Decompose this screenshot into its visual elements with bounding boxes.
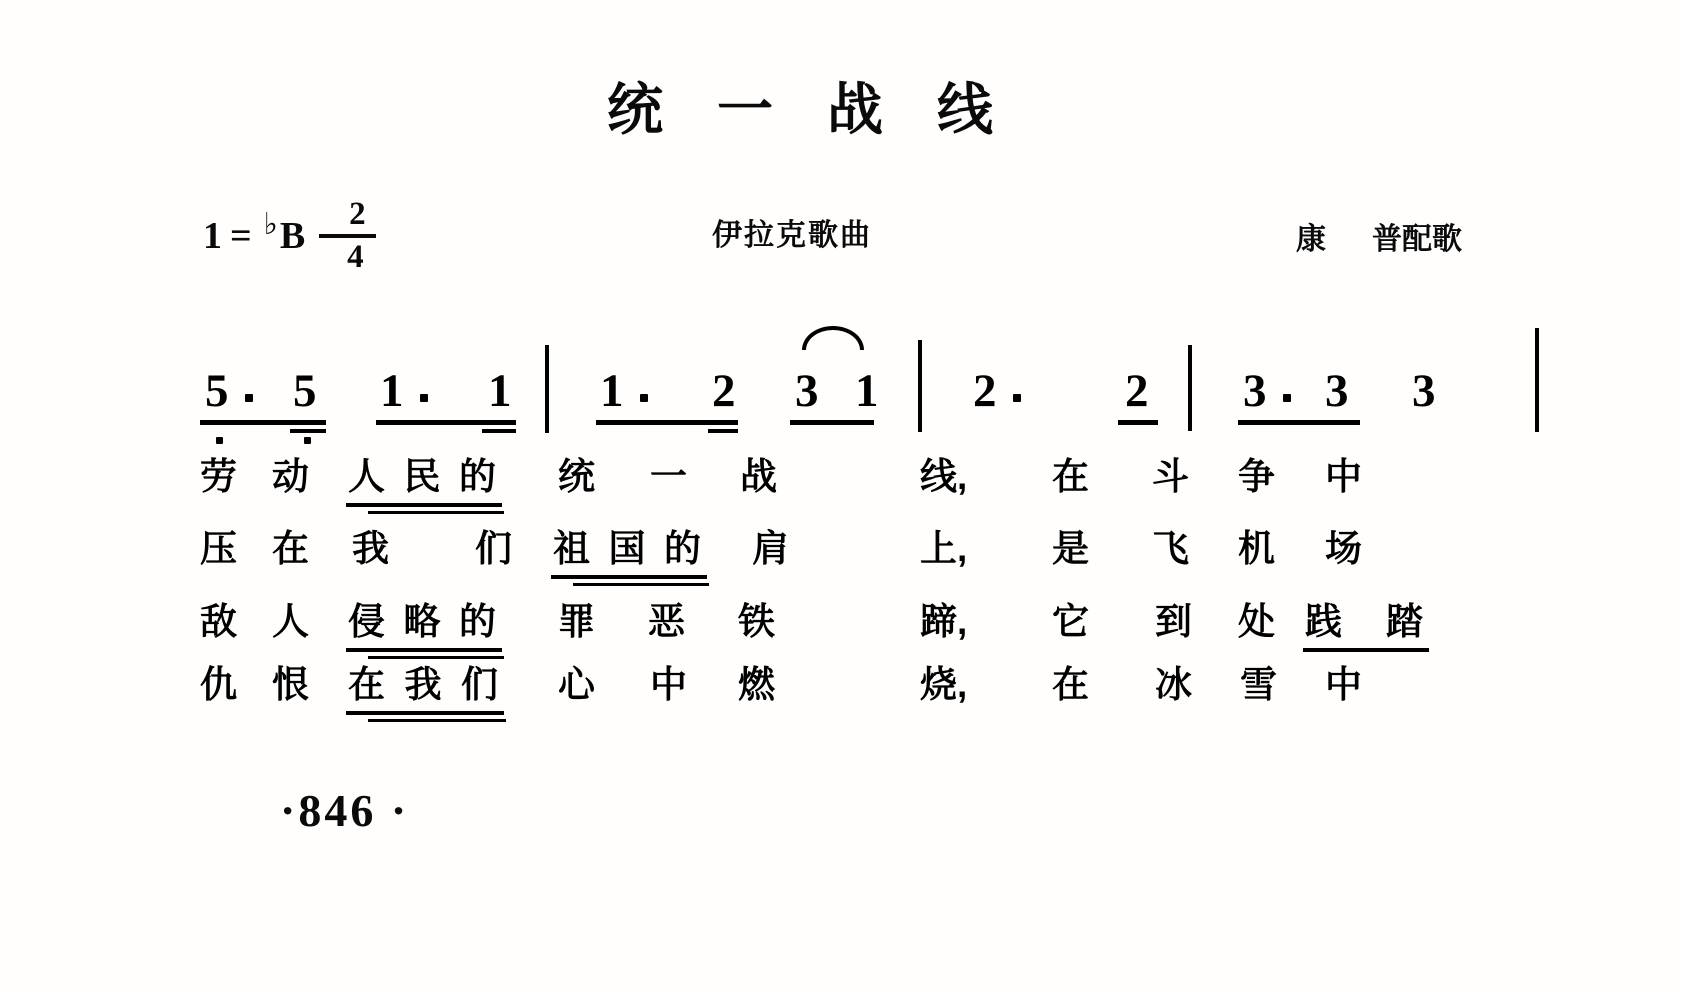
note-digit: 5 — [293, 365, 317, 417]
augmentation-dot — [1013, 394, 1021, 402]
note-digit: 3 — [795, 365, 819, 417]
lyric-cell: 恨 — [272, 664, 309, 705]
augmentation-dot — [1283, 394, 1291, 402]
augmentation-dot — [640, 394, 648, 402]
lyric-char: 的 — [459, 601, 496, 642]
lyricist-name: 康 — [1296, 223, 1326, 256]
lyric-cell: 心 — [558, 664, 595, 705]
lyric-cell: 是 — [1052, 528, 1089, 569]
lyric-cell: 烧, — [920, 664, 968, 705]
lyric-cell: 恶 — [648, 601, 685, 642]
key-equals: = — [230, 215, 252, 257]
lyric-cell: 场 — [1325, 528, 1362, 569]
lyric-cell: 在 — [1052, 664, 1089, 705]
lyric-underline-2 — [368, 656, 504, 659]
barline — [1188, 345, 1192, 431]
lyric-char: 略 — [403, 601, 441, 642]
lyricist-role: 普配歌 — [1372, 223, 1462, 256]
lyric-char: 践 — [1305, 601, 1342, 642]
lyric-char: 在 — [348, 664, 385, 705]
lyric-underline-2 — [368, 511, 504, 514]
beam-line — [1238, 420, 1360, 425]
note-digit: 2 — [1125, 365, 1149, 417]
source-credit: 伊拉克歌曲 — [712, 219, 872, 252]
lyric-char: 人 — [348, 456, 385, 497]
lyric-cell: 罪 — [558, 601, 595, 642]
beam-line — [1118, 420, 1158, 425]
note-digit: 1 — [855, 365, 879, 417]
lyric-char: 的 — [664, 528, 701, 569]
lyric-cell: 战 — [740, 456, 777, 497]
lyric-cell: 压 — [200, 528, 237, 569]
note-digit: 1 — [600, 365, 624, 417]
lyric-cell: 处 — [1238, 601, 1275, 642]
lyric-underline — [346, 711, 504, 715]
key-solfa: 1 — [203, 215, 222, 257]
beam-line — [376, 420, 516, 425]
slur-arc — [802, 326, 864, 350]
beam-line — [790, 420, 874, 425]
lyric-cell: 在 — [272, 528, 309, 569]
lyric-cell: 机 — [1238, 528, 1275, 569]
lyric-cell: 人 — [272, 601, 309, 642]
lyric-cell — [348, 663, 498, 707]
sixteenth-beam-line — [290, 429, 326, 433]
lyric-cell: 铁 — [738, 601, 775, 642]
lyric-char: 踏 — [1386, 601, 1423, 642]
note-digit: 3 — [1412, 365, 1436, 417]
lyric-cell: 冰 — [1155, 664, 1192, 705]
lyric-underline-2 — [573, 583, 709, 586]
lyric-char: 的 — [459, 456, 496, 497]
time-signature-denominator: 4 — [347, 239, 364, 275]
sixteenth-beam-line — [708, 429, 738, 433]
lyric-cell: 中 — [1325, 456, 1362, 497]
augmentation-dot — [420, 394, 428, 402]
lyric-cell: 蹄, — [920, 601, 968, 642]
lyric-cell: 它 — [1052, 601, 1089, 642]
lyric-cell: 动 — [272, 456, 309, 497]
note-digit: 2 — [712, 365, 736, 417]
lyric-cell: 上, — [920, 528, 968, 569]
lyric-cell: 争 — [1238, 456, 1275, 497]
lyric-underline — [346, 648, 502, 652]
lyric-char: 国 — [608, 528, 646, 569]
lyric-underline — [1303, 648, 1429, 652]
page-number: ·846 · — [280, 785, 410, 836]
lyric-cell — [1305, 600, 1423, 644]
lyric-cell: 飞 — [1152, 528, 1189, 569]
lyric-underline — [551, 575, 707, 579]
note-digit: 1 — [488, 365, 512, 417]
note-digit: 3 — [1325, 365, 1349, 417]
lyric-char: 祖 — [553, 528, 590, 569]
lyric-cell: 一 — [650, 456, 687, 497]
sixteenth-beam-line — [482, 429, 516, 433]
lyric-char: 侵 — [348, 601, 385, 642]
lyric-cell: 在 — [1052, 456, 1089, 497]
low-octave-dot — [304, 437, 311, 444]
lyric-cell: 雪 — [1240, 664, 1277, 705]
barline — [545, 345, 549, 433]
lyric-cell: 肩 — [752, 528, 789, 569]
lyric-underline — [346, 503, 502, 507]
lyric-cell: 我 — [352, 528, 389, 569]
low-octave-dot — [216, 437, 223, 444]
lyric-cell: 仇 — [200, 664, 237, 705]
note-digit: 3 — [1243, 365, 1267, 417]
lyric-underline-2 — [368, 719, 506, 722]
time-signature-numerator: 2 — [319, 198, 376, 238]
lyric-cell — [348, 600, 496, 644]
song-title: 统一战线 — [607, 78, 1047, 141]
key-tonic: B — [279, 215, 306, 257]
lyric-cell: 到 — [1155, 601, 1192, 642]
lyric-cell — [553, 527, 701, 571]
lyric-cell: 劳 — [200, 456, 237, 497]
beam-line — [596, 420, 738, 425]
lyric-cell: 线, — [920, 456, 968, 497]
note-digit: 2 — [973, 365, 997, 417]
beam-line — [200, 420, 326, 425]
lyric-char: 们 — [461, 664, 498, 705]
lyric-char: 我 — [404, 664, 442, 705]
barline — [918, 340, 922, 432]
barline — [1535, 328, 1539, 432]
lyric-cell: 敌 — [200, 601, 237, 642]
lyric-cell: 统 — [558, 456, 595, 497]
lyric-cell: 中 — [1325, 664, 1362, 705]
lyric-cell: 燃 — [738, 664, 775, 705]
flat-sign-icon: ♭ — [263, 207, 278, 241]
lyric-cell: 斗 — [1152, 456, 1189, 497]
note-digit: 1 — [380, 365, 404, 417]
augmentation-dot — [245, 394, 253, 402]
note-digit: 5 — [205, 365, 229, 417]
lyric-char: 民 — [403, 456, 441, 497]
lyric-cell — [348, 455, 496, 499]
lyric-cell: 中 — [650, 664, 687, 705]
lyric-cell: 们 — [475, 528, 512, 569]
